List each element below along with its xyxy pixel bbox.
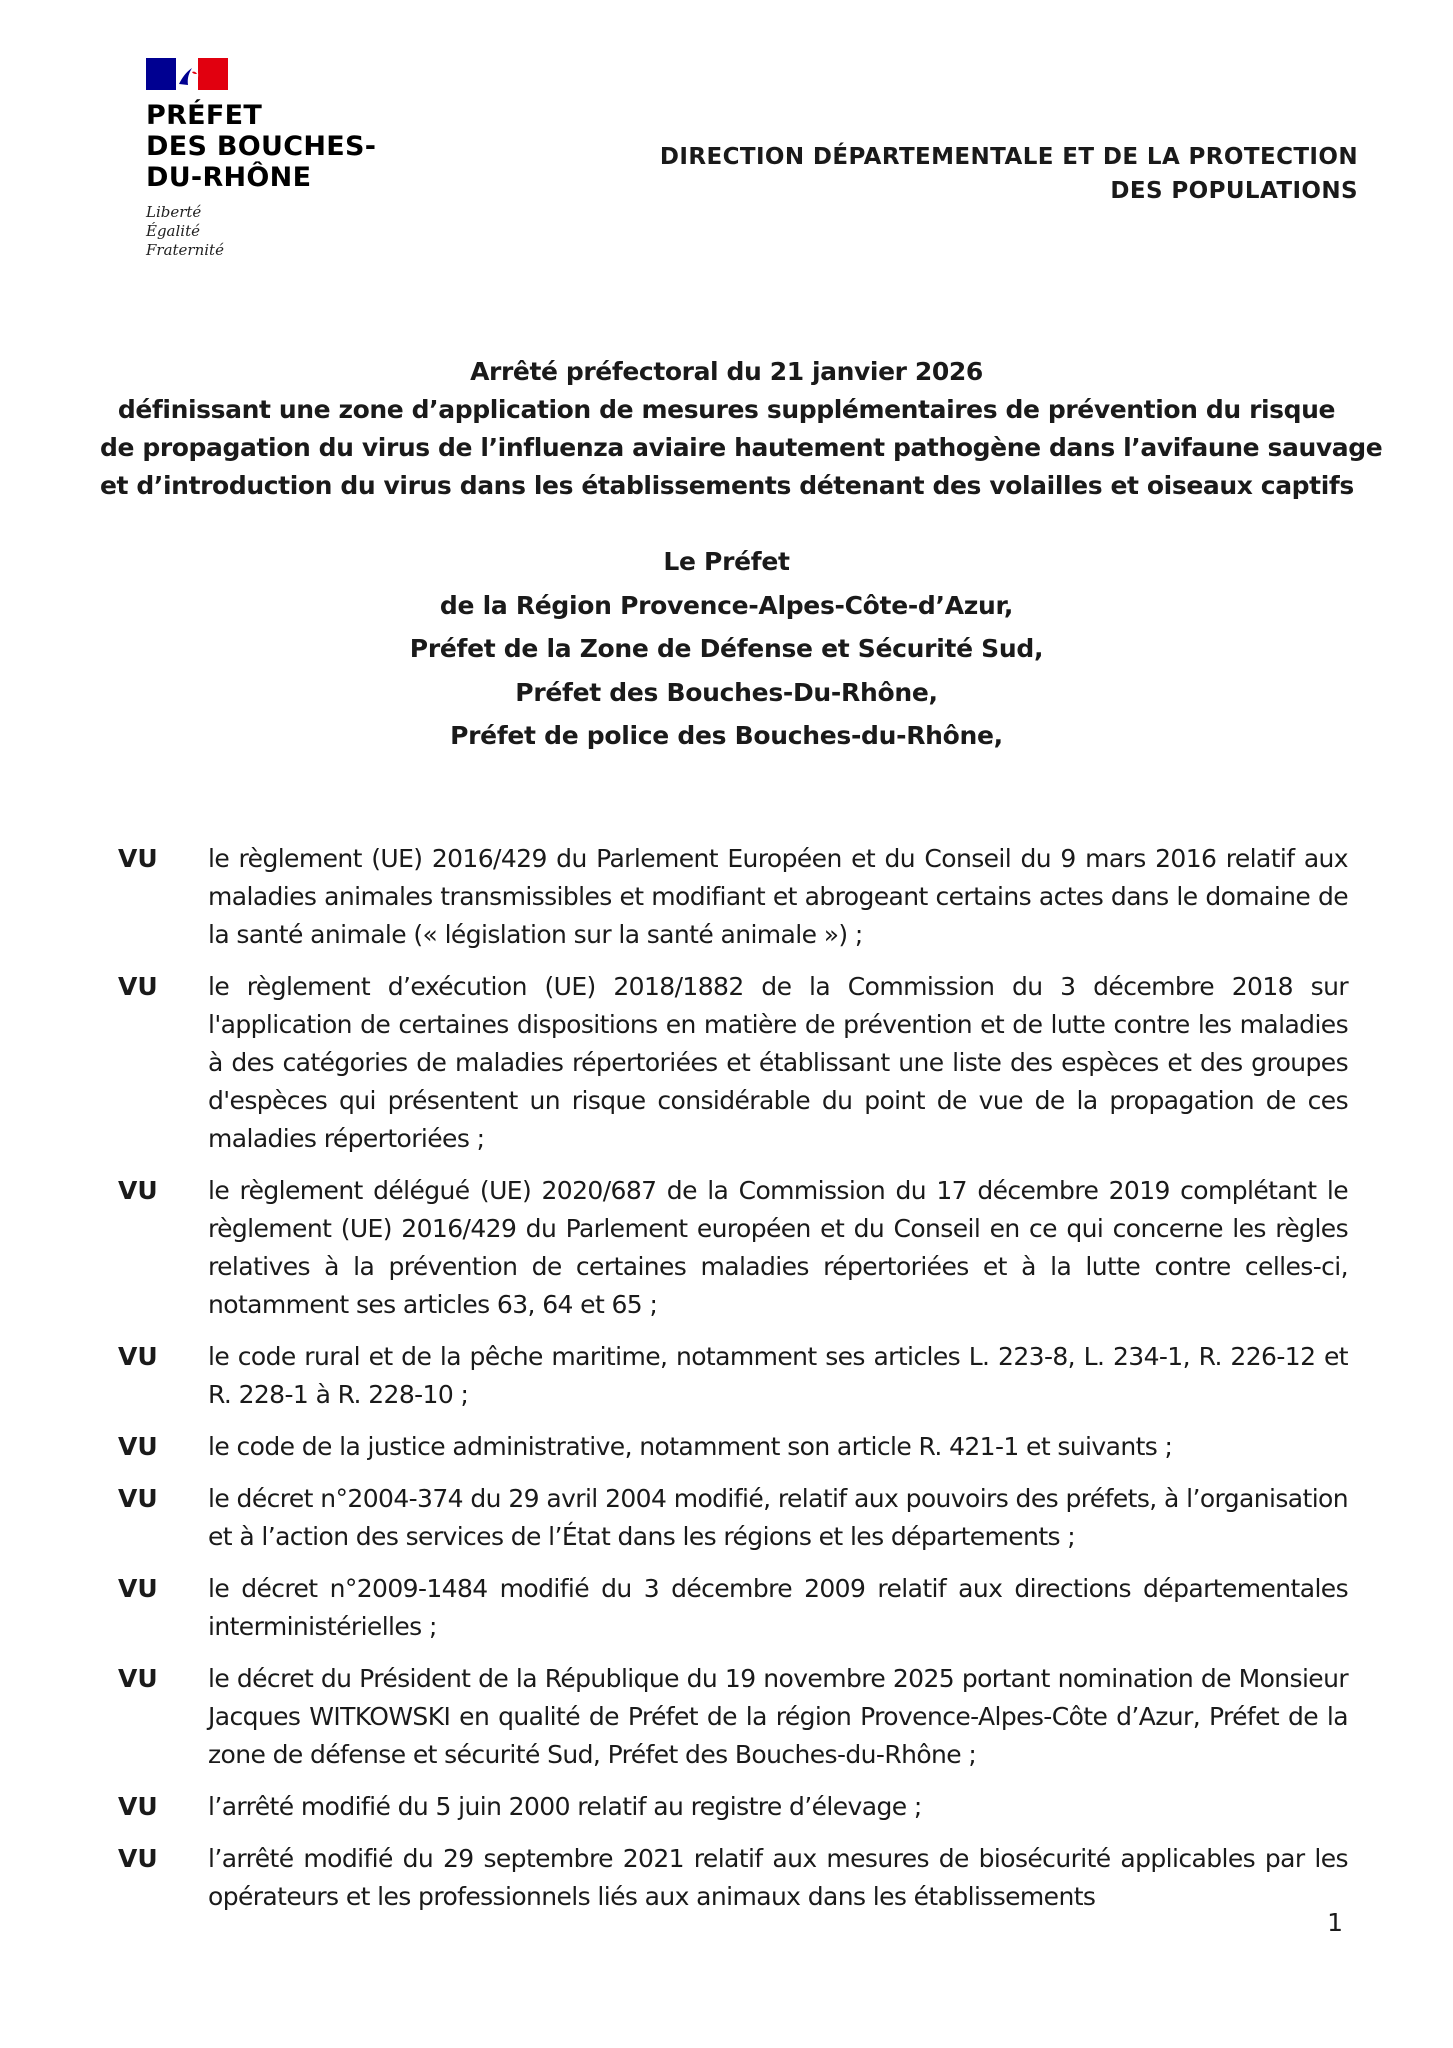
vu-label: VU [118,972,158,1001]
vu-item [118,1840,1348,1916]
vu-item [118,968,1348,1158]
document-title [100,353,1383,505]
vu-text: le code de la justice administrative, notamment son article R. 421-1 et suivants ; [208,1432,1173,1461]
prefet-line: Préfet des Bouches-Du-Rhône, [515,677,938,707]
title-line: définissant une zone d’application de mesures supplémentaires de prévention du risque [117,395,1336,424]
vu-item [118,840,1348,954]
vu-text: le règlement délégué (UE) 2020/687 de la Commission du 17 décembre 2019 complétant le règlement (UE) 2016/429 du Parlement européen et du Conseil en ce qui concerne les règles relatives à la prévention de certaines maladies répertoriées et à la lutte contre celles-ci, notamment ses articles 63, 64 et 65 ; [208,1176,1348,1319]
vu-label: VU [118,1432,158,1461]
vu-text: le décret du Président de la République du 19 novembre 2025 portant nomination de Monsieur Jacques WITKOWSKI en qualité de Préfet de la région Provence-Alpes-Côte d’Azur, Préfet de la zone de défense et sécurité Sud, Préfet des Bouches-du-Rhône ; [208,1664,1348,1769]
vu-text: le règlement (UE) 2016/429 du Parlement Européen et du Conseil du 9 mars 2016 relatif aux maladies animales transmissibles et modifiant et abrogeant certains actes dans le domaine de la santé animale (« législation sur la santé animale ») ; [208,844,1348,949]
devise-line: Égalité [146,222,200,240]
devise-line: Liberté [146,203,202,221]
devise-line: Fraternité [146,241,224,259]
prefet-line: Préfet de police des Bouches-du-Rhône, [450,721,1003,750]
page-number: 1 [1327,1908,1343,1937]
vu-text: le code rural et de la pêche maritime, notamment ses articles L. 223-8, L. 234-1, R. 226-12 et R. 228-1 à R. 228-10 ; [208,1342,1348,1409]
title-line: et d’introduction du virus dans les établissements détenant des volailles et oiseaux captifs [100,471,1354,500]
vu-item [118,1172,1348,1324]
vu-item [118,1480,1348,1556]
vu-label: VU [118,1574,158,1603]
prefet-line: Le Préfet [663,547,790,576]
vu-text: l’arrêté modifié du 29 septembre 2021 relatif aux mesures de biosécurité applicables par les opérateurs et les professionnels liés aux animaux dans les établissements [208,1844,1348,1911]
vu-label: VU [118,844,158,873]
vu-text: le règlement d’exécution (UE) 2018/1882 de la Commission du 3 décembre 2018 sur l'application de certaines dispositions en matière de prévention et de lutte contre les maladies à des catégories de maladies répertoriées et établissant une liste des espèces et des groupes d'espèces qui présentent un risque considérable du point de vue de la propagation de ces maladies répertoriées ; [208,972,1348,1153]
vu-label: VU [118,1792,158,1821]
vu-item [118,1570,1348,1646]
devise [146,203,396,260]
logo-title [146,100,396,193]
logo-line: PRÉFET [146,100,263,131]
vu-text: le décret n°2009-1484 modifié du 3 décembre 2009 relatif aux directions départementales interministérielles ; [208,1574,1348,1641]
vu-text: le décret n°2004-374 du 29 avril 2004 modifié, relatif aux pouvoirs des préfets, à l’organisation et à l’action des services de l’État dans les régions et les départements ; [208,1484,1348,1551]
direction-line: DIRECTION DÉPARTEMENTALE ET DE LA PROTECTION [659,144,1358,170]
prefecture-logo [146,58,396,260]
title-line: Arrêté préfectoral du 21 janvier 2026 [470,357,983,386]
prefet-block [200,540,1253,758]
vu-item [118,1338,1348,1414]
vu-label: VU [118,1176,158,1205]
direction-line: DES POPULATIONS [1110,178,1358,204]
vu-item [118,1788,1348,1826]
vu-label: VU [118,1342,158,1371]
marianne-flag-icon [146,58,228,90]
vu-label: VU [118,1664,158,1693]
logo-line: DU-RHÔNE [146,162,312,193]
logo-line: DES BOUCHES- [146,131,377,162]
vu-item [118,1428,1348,1466]
direction-header [660,140,1358,208]
vu-text: l’arrêté modifié du 5 juin 2000 relatif au registre d’élevage ; [208,1792,922,1821]
prefet-line: de la Région Provence-Alpes-Côte-d’Azur, [439,590,1014,620]
vu-label: VU [118,1484,158,1513]
vu-list [118,840,1348,1930]
title-line: de propagation du virus de l’influenza aviaire hautement pathogène dans l’avifaune sauvage [100,433,1383,462]
vu-label: VU [118,1844,158,1873]
prefet-line: Préfet de la Zone de Défense et Sécurité Sud, [409,634,1044,663]
vu-item [118,1660,1348,1774]
